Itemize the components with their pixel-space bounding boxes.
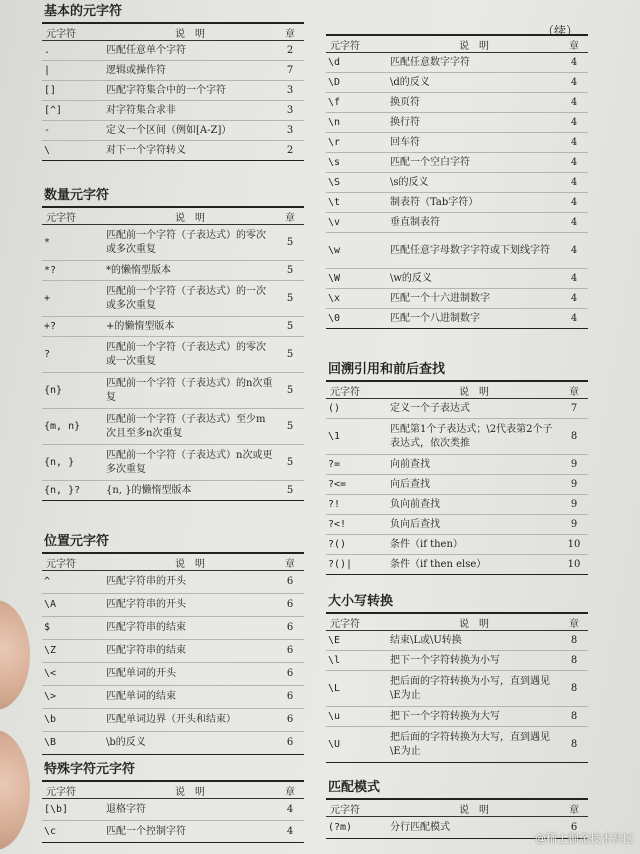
metachar-cell: ?()| — [328, 558, 353, 570]
header-description: 说 明 — [104, 553, 276, 571]
chapter-cell: 5 — [276, 317, 304, 337]
table-row — [326, 53, 588, 73]
description-cell: 对下一个字符转义 — [106, 144, 186, 156]
metachar-cell: \ — [44, 144, 51, 156]
table-row — [326, 289, 588, 309]
table-header — [42, 23, 304, 41]
metachar-cell: ^ — [42, 571, 104, 594]
header-chapter: 章 — [276, 207, 304, 225]
description-cell: 匹配前一个字符（子表达式）至少m次且至多n次重复 — [104, 409, 276, 445]
header-description: 说 明 — [104, 207, 276, 225]
description-cell: 条件（if then else） — [390, 558, 487, 570]
watermark: @稀土掘金技术社区 — [535, 832, 634, 845]
metachar-table — [42, 22, 304, 161]
description-cell: 匹配单词的开头 — [104, 663, 276, 686]
description-cell: 逻辑或操作符 — [104, 61, 276, 81]
header-description: 说 明 — [388, 381, 560, 399]
table-row — [326, 399, 588, 419]
description-cell: 匹配前一个字符（子表达式）的一次或多次重复 — [104, 281, 276, 317]
table-header — [42, 207, 304, 225]
table-row — [42, 799, 304, 821]
table-row — [42, 261, 304, 281]
table-row — [326, 73, 588, 93]
description-cell: 匹配单词边界（开头和结束） — [104, 709, 276, 732]
table-row — [42, 225, 304, 261]
metachar-cell: \> — [42, 686, 104, 709]
metachar-cell: *? — [42, 261, 104, 281]
chapter-cell: 5 — [276, 373, 304, 409]
metachar-cell: \n — [326, 113, 388, 133]
chapter-cell: 4 — [560, 173, 588, 193]
table-row — [42, 571, 304, 594]
description-cell: 分行匹配模式 — [390, 821, 450, 833]
description-cell: 把下一个字符转换为大写 — [388, 707, 560, 727]
chapter-cell: 9 — [560, 475, 588, 495]
header-chapter: 章 — [276, 23, 304, 41]
description-cell: 负向后查找 — [388, 515, 560, 535]
description-cell: 垂直制表符 — [388, 213, 560, 233]
header-metachar: 元字符 — [42, 553, 104, 571]
description-cell: 匹配任意单个字符 — [104, 41, 276, 61]
chapter-cell: 8 — [560, 651, 588, 671]
header-metachar: 元字符 — [326, 35, 388, 53]
header-chapter: 章 — [560, 613, 588, 631]
table-row — [42, 663, 304, 686]
description-cell: 条件（if then） — [388, 535, 560, 555]
metachar-cell: \s — [326, 153, 388, 173]
metachar-cell: ?() — [326, 535, 388, 555]
metachar-cell: $ — [42, 617, 104, 640]
description-cell: *的懒惰型版本 — [104, 261, 276, 281]
description-cell: 向后查找 — [388, 475, 560, 495]
description-cell: 退格字符 — [104, 799, 276, 821]
metachar-cell: \v — [326, 213, 388, 233]
chapter-cell: 6 — [276, 594, 304, 617]
metachar-cell: [\b] — [42, 799, 104, 821]
table-row — [326, 495, 588, 515]
table-row — [326, 113, 588, 133]
table-row — [326, 213, 588, 233]
table-row — [326, 173, 588, 193]
chapter-cell: 7 — [560, 399, 588, 419]
header-description: 说 明 — [388, 35, 560, 53]
section-title: 大小写转换 — [328, 594, 394, 609]
chapter-cell: 6 — [286, 737, 294, 748]
metachar-table — [42, 552, 304, 755]
chapter-cell: 5 — [276, 225, 304, 261]
description-cell: 匹配前一个字符（子表达式）n次或更多次重复 — [104, 445, 276, 481]
chapter-cell: 7 — [276, 61, 304, 81]
metachar-cell: +? — [42, 317, 104, 337]
metachar-cell: | — [42, 61, 104, 81]
description-cell: \d的反义 — [388, 73, 560, 93]
table-row — [42, 732, 304, 755]
description-cell: 回车符 — [388, 133, 560, 153]
chapter-cell: 4 — [560, 213, 588, 233]
chapter-cell: 5 — [286, 484, 294, 496]
table-row — [42, 81, 304, 101]
description-cell: 匹配前一个字符（子表达式）的零次或多次重复 — [104, 225, 276, 261]
finger-shadow-top — [0, 600, 30, 710]
metachar-cell: \L — [326, 671, 388, 707]
chapter-cell: 3 — [276, 121, 304, 141]
table-row — [326, 555, 588, 575]
chapter-cell: 4 — [560, 269, 588, 289]
table-row — [326, 133, 588, 153]
metachar-cell: {m, n} — [42, 409, 104, 445]
description-cell: 对字符集合求非 — [104, 101, 276, 121]
metachar-cell: \x — [326, 289, 388, 309]
table-header — [42, 781, 304, 799]
chapter-cell: 4 — [560, 153, 588, 173]
description-cell: 匹配字符串的开头 — [104, 571, 276, 594]
header-chapter: 章 — [276, 781, 304, 799]
metachar-cell: + — [42, 281, 104, 317]
table-row — [326, 671, 588, 707]
description-cell: 匹配一个空白字符 — [388, 153, 560, 173]
chapter-cell: 8 — [570, 738, 578, 750]
description-cell: 匹配前一个字符（子表达式）的n次重复 — [104, 373, 276, 409]
chapter-cell: 9 — [560, 455, 588, 475]
header-metachar: 元字符 — [42, 23, 104, 41]
description-cell: 把后面的字符转换为小写，直到遇见\E为止 — [388, 671, 560, 707]
chapter-cell: 6 — [276, 686, 304, 709]
chapter-cell: 4 — [570, 312, 578, 324]
table-row — [326, 309, 588, 329]
table-row — [326, 535, 588, 555]
table-row — [42, 481, 304, 501]
metachar-cell: \B — [44, 737, 57, 748]
metachar-cell: . — [42, 41, 104, 61]
description-cell: {n, }的懒惰型版本 — [106, 484, 192, 496]
metachar-cell: * — [42, 225, 104, 261]
description-cell: 把后面的字符转换为大写，直到遇见\E为止 — [390, 731, 550, 757]
header-metachar: 元字符 — [326, 799, 388, 817]
table-row — [326, 727, 588, 763]
metachar-table — [326, 380, 588, 575]
header-chapter: 章 — [560, 381, 588, 399]
chapter-cell: 5 — [276, 409, 304, 445]
section-title: 特殊字符元字符 — [44, 762, 136, 777]
description-cell: 负向前查找 — [388, 495, 560, 515]
description-cell: 匹配字符串的结束 — [104, 640, 276, 663]
chapter-cell: 4 — [560, 193, 588, 213]
table-row — [42, 141, 304, 161]
chapter-cell: 3 — [276, 101, 304, 121]
chapter-cell: 4 — [276, 799, 304, 821]
chapter-cell: 6 — [276, 617, 304, 640]
description-cell: 换行符 — [388, 113, 560, 133]
chapter-cell: 3 — [276, 81, 304, 101]
table-row — [42, 617, 304, 640]
header-metachar: 元字符 — [326, 613, 388, 631]
description-cell: 匹配字符串的结束 — [104, 617, 276, 640]
table-row — [326, 233, 588, 269]
header-metachar: 元字符 — [42, 207, 104, 225]
metachar-table — [42, 206, 304, 501]
description-cell: 向前查找 — [388, 455, 560, 475]
description-cell: \b的反义 — [106, 737, 146, 748]
table-row — [42, 709, 304, 732]
section-title: 位置元字符 — [44, 534, 110, 549]
table-row — [42, 41, 304, 61]
metachar-cell: ?<= — [326, 475, 388, 495]
chapter-cell: 8 — [560, 419, 588, 455]
table-row — [326, 651, 588, 671]
description-cell: 匹配一个八进制数字 — [390, 312, 480, 324]
section-title: 回溯引用和前后查找 — [328, 362, 446, 377]
chapter-cell: 9 — [560, 495, 588, 515]
description-cell: 制表符（Tab字符） — [388, 193, 560, 213]
metachar-cell: \f — [326, 93, 388, 113]
metachar-cell: \b — [42, 709, 104, 732]
table-header — [326, 381, 588, 399]
chapter-cell: 8 — [560, 671, 588, 707]
table-row — [326, 153, 588, 173]
chapter-cell: 6 — [276, 571, 304, 594]
table-row — [42, 101, 304, 121]
metachar-cell: \D — [326, 73, 388, 93]
table-row — [42, 317, 304, 337]
chapter-cell: 5 — [276, 261, 304, 281]
table-header — [42, 553, 304, 571]
description-cell: 匹配一个十六进制数字 — [388, 289, 560, 309]
table-row — [42, 337, 304, 373]
description-cell: \s的反义 — [388, 173, 560, 193]
metachar-table — [326, 612, 588, 763]
metachar-table — [326, 34, 588, 329]
table-header — [326, 35, 588, 53]
chapter-cell: 4 — [560, 289, 588, 309]
table-row — [326, 515, 588, 535]
description-cell: 结束\L或\U转换 — [388, 631, 560, 651]
table-row — [326, 193, 588, 213]
metachar-cell: ?<! — [326, 515, 388, 535]
metachar-cell: \t — [326, 193, 388, 213]
metachar-cell: - — [42, 121, 104, 141]
metachar-cell: \A — [42, 594, 104, 617]
table-row — [42, 61, 304, 81]
header-description: 说 明 — [104, 781, 276, 799]
chapter-cell: 5 — [276, 337, 304, 373]
description-cell: 把下一个字符转换为小写 — [388, 651, 560, 671]
chapter-cell: 6 — [570, 821, 578, 833]
chapter-cell: 9 — [560, 515, 588, 535]
table-header — [326, 799, 588, 817]
table-row — [326, 631, 588, 651]
description-cell: 匹配任意字母数字字符或下划线字符 — [388, 233, 560, 269]
description-cell: 换页符 — [388, 93, 560, 113]
metachar-cell: \1 — [326, 419, 388, 455]
metachar-cell: \U — [328, 738, 341, 750]
metachar-cell: \u — [326, 707, 388, 727]
metachar-cell: (?m) — [328, 821, 353, 833]
description-cell: 匹配一个控制字符 — [106, 825, 186, 837]
table-row — [326, 455, 588, 475]
table-row — [326, 419, 588, 455]
chapter-cell: 6 — [276, 709, 304, 732]
metachar-cell: {n, } — [42, 445, 104, 481]
description-cell: 匹配字符集合中的一个字符 — [104, 81, 276, 101]
chapter-cell: 2 — [276, 41, 304, 61]
table-row — [42, 281, 304, 317]
metachar-cell: [] — [42, 81, 104, 101]
metachar-cell: \w — [326, 233, 388, 269]
metachar-cell: {n, }? — [44, 484, 81, 496]
header-chapter: 章 — [560, 799, 588, 817]
description-cell: 匹配单词的结束 — [104, 686, 276, 709]
table-row — [326, 269, 588, 289]
description-cell: 匹配第1个子表达式；\2代表第2个子表达式，依次类推 — [388, 419, 560, 455]
description-cell: \w的反义 — [388, 269, 560, 289]
description-cell: 定义一个区间（例如[A-Z]） — [104, 121, 276, 141]
description-cell: 匹配字符串的开头 — [104, 594, 276, 617]
table-row — [326, 707, 588, 727]
chapter-cell: 5 — [276, 445, 304, 481]
metachar-cell: ?= — [326, 455, 388, 475]
header-chapter: 章 — [276, 553, 304, 571]
chapter-cell: 4 — [560, 133, 588, 153]
metachar-cell: {n} — [42, 373, 104, 409]
metachar-cell: [^] — [42, 101, 104, 121]
table-header — [326, 613, 588, 631]
chapter-cell: 8 — [560, 707, 588, 727]
table-row — [326, 475, 588, 495]
metachar-cell: \< — [42, 663, 104, 686]
table-row — [42, 594, 304, 617]
header-description: 说 明 — [104, 23, 276, 41]
header-metachar: 元字符 — [326, 381, 388, 399]
chapter-cell: 6 — [276, 640, 304, 663]
continued-label: （续） — [541, 24, 578, 38]
description-cell: +的懒惰型版本 — [104, 317, 276, 337]
description-cell: 匹配任意数字字符 — [388, 53, 560, 73]
chapter-cell: 4 — [286, 825, 294, 837]
metachar-cell: \S — [326, 173, 388, 193]
metachar-cell: \c — [44, 825, 57, 837]
metachar-cell: \r — [326, 133, 388, 153]
chapter-cell: 2 — [286, 144, 294, 156]
table-row — [326, 93, 588, 113]
description-cell: 定义一个子表达式 — [388, 399, 560, 419]
table-row — [42, 686, 304, 709]
chapter-cell: 10 — [560, 535, 588, 555]
table-row — [42, 445, 304, 481]
chapter-cell: 8 — [560, 631, 588, 651]
header-description: 说 明 — [388, 799, 560, 817]
chapter-cell: 5 — [276, 281, 304, 317]
finger-shadow-bottom — [0, 730, 30, 850]
metachar-cell: ? — [42, 337, 104, 373]
description-cell: 匹配前一个字符（子表达式）的零次或一次重复 — [104, 337, 276, 373]
table-row — [42, 121, 304, 141]
section-title: 匹配模式 — [328, 780, 381, 795]
table-row — [42, 409, 304, 445]
section-title: 基本的元字符 — [44, 4, 123, 19]
metachar-table — [42, 780, 304, 843]
chapter-cell: 10 — [567, 558, 581, 570]
metachar-cell: \l — [326, 651, 388, 671]
section-title: 数量元字符 — [44, 188, 110, 203]
header-description: 说 明 — [388, 613, 560, 631]
chapter-cell: 4 — [560, 233, 588, 269]
metachar-cell: () — [326, 399, 388, 419]
chapter-cell: 4 — [560, 93, 588, 113]
chapter-cell: 4 — [560, 53, 588, 73]
metachar-cell: \Z — [42, 640, 104, 663]
chapter-cell: 6 — [276, 663, 304, 686]
header-metachar: 元字符 — [42, 781, 104, 799]
metachar-cell: \W — [326, 269, 388, 289]
metachar-cell: \0 — [328, 312, 341, 324]
table-row — [42, 373, 304, 409]
chapter-cell: 4 — [560, 113, 588, 133]
metachar-cell: ?! — [326, 495, 388, 515]
table-row — [42, 821, 304, 843]
header-chapter: 章 — [560, 35, 588, 53]
chapter-cell: 4 — [560, 73, 588, 93]
table-row — [42, 640, 304, 663]
metachar-cell: \E — [326, 631, 388, 651]
metachar-cell: \d — [326, 53, 388, 73]
